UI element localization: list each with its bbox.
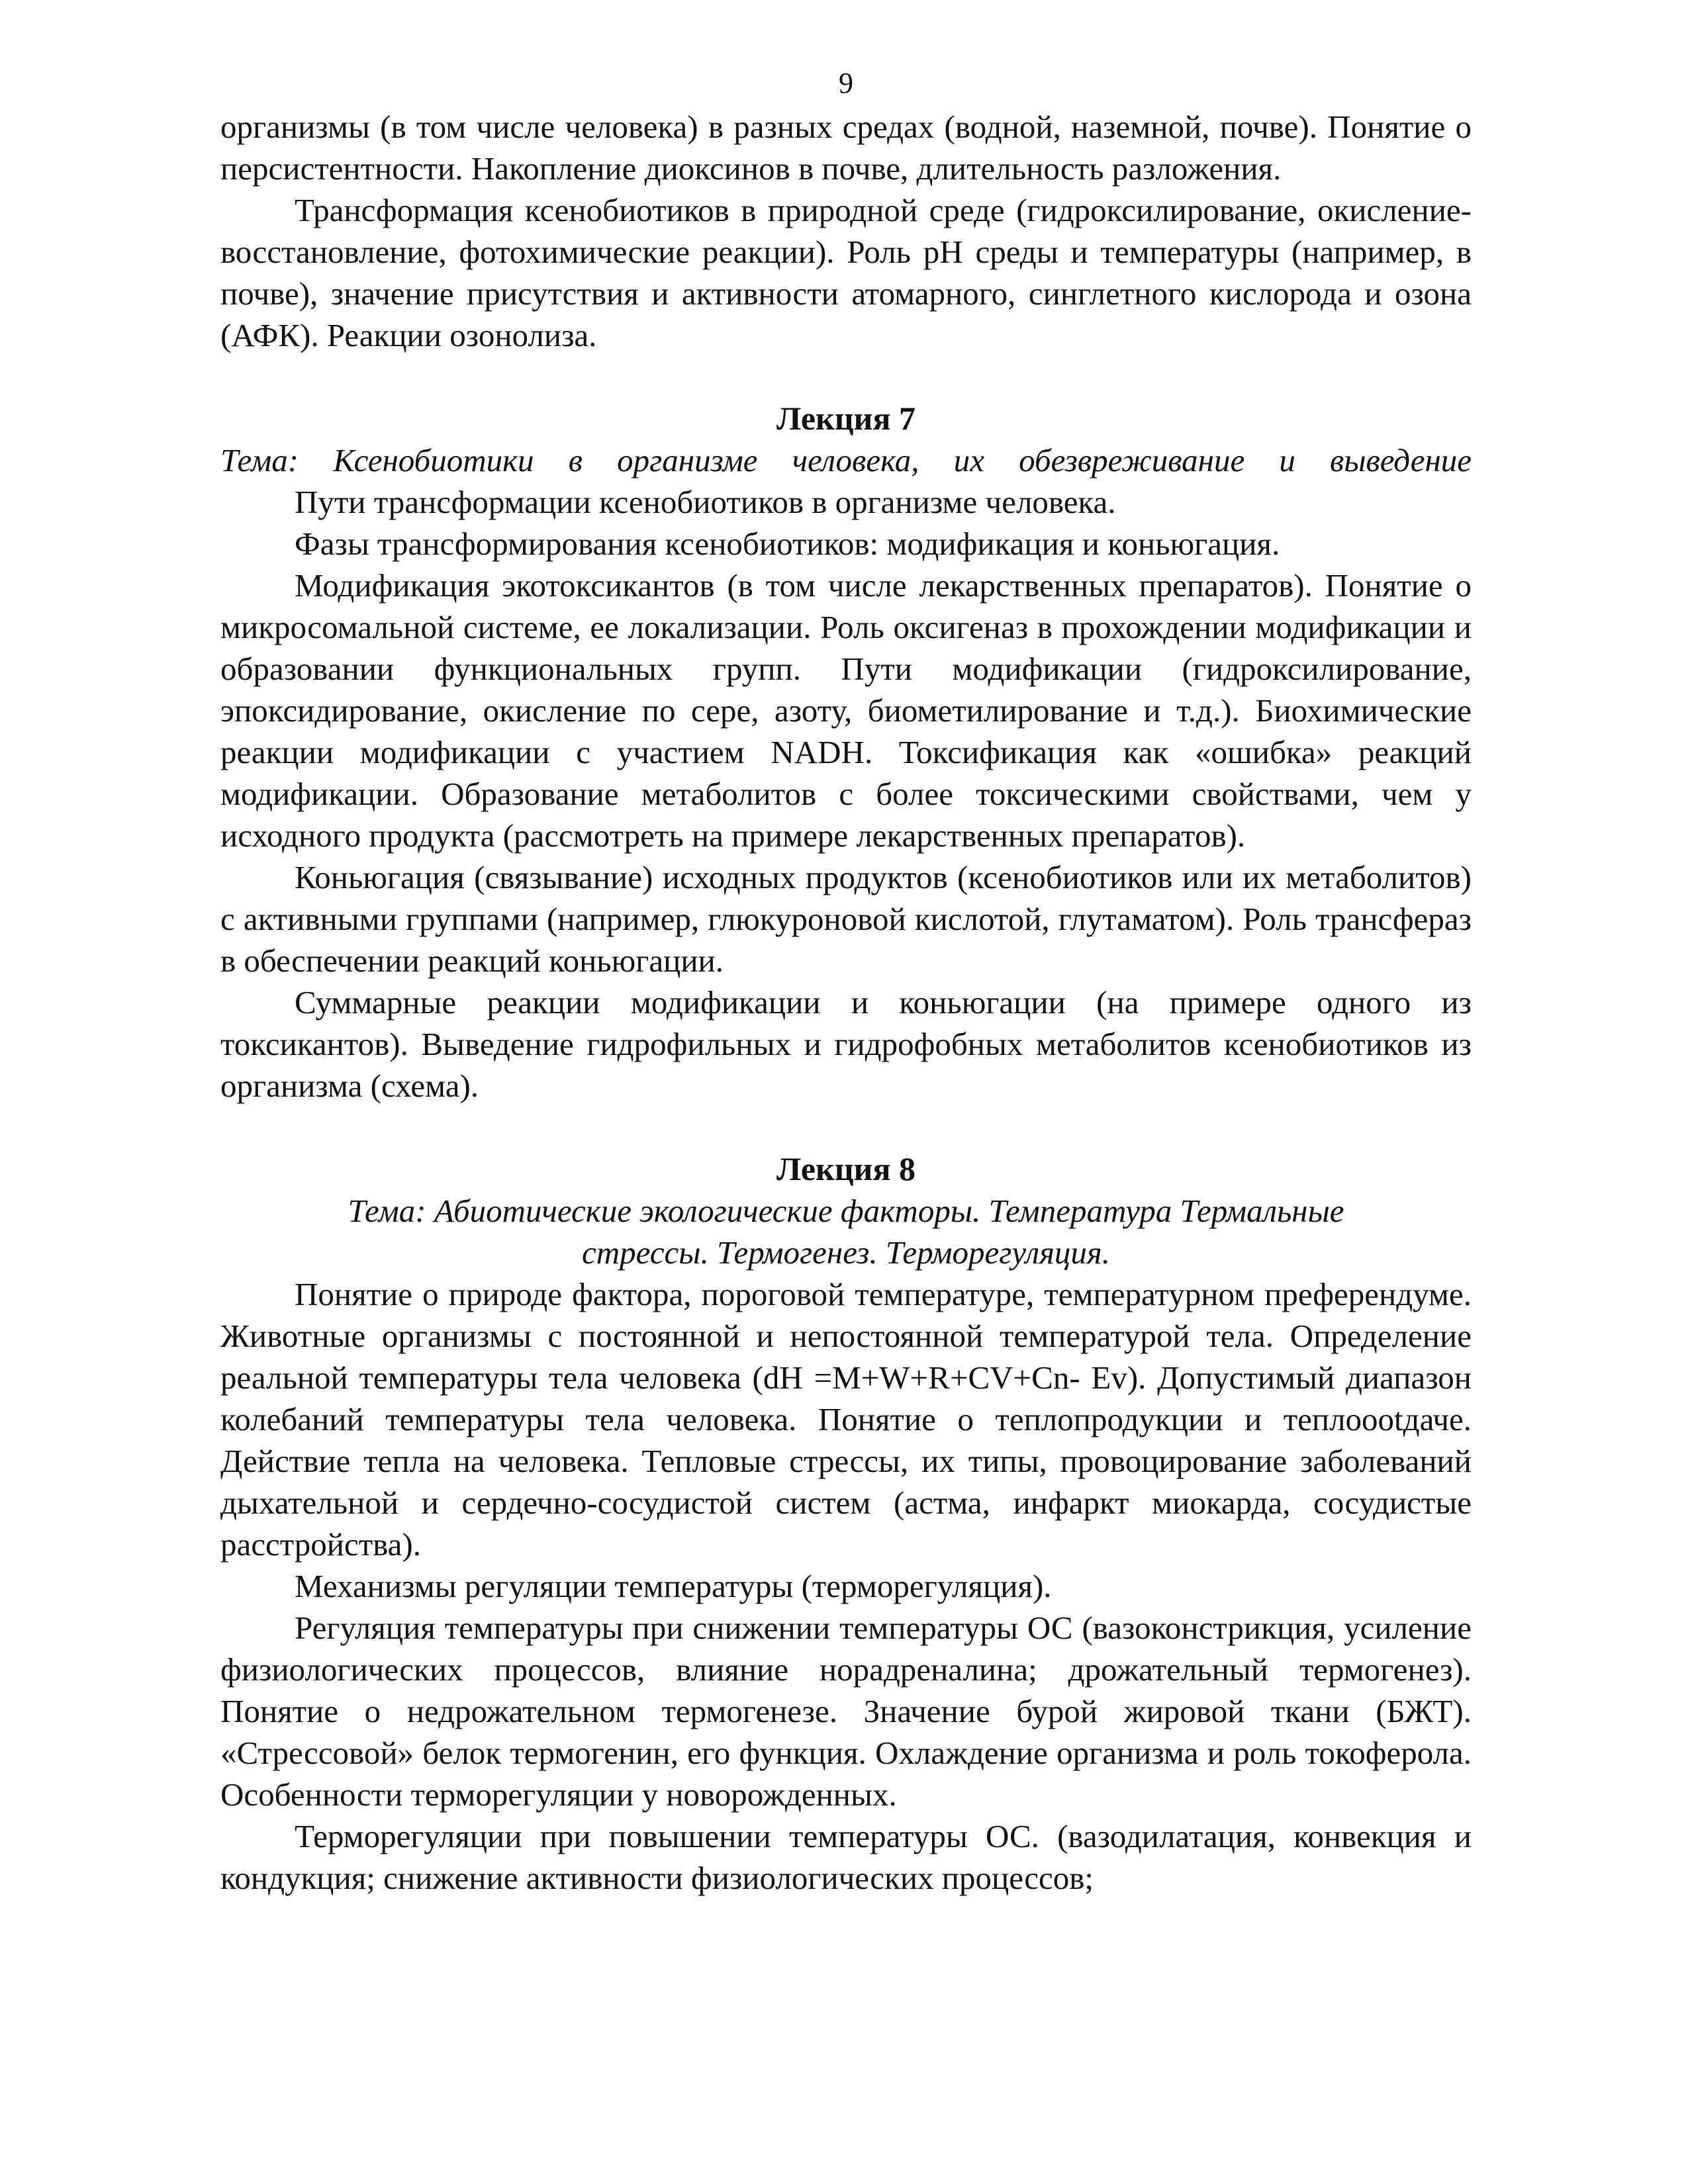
section-gap bbox=[220, 1107, 1472, 1148]
page-number: 9 bbox=[839, 67, 853, 99]
lecture-7-paragraph: Суммарные реакции модификации и коньюгации (на примере одного из токсикантов). Выведение гидрофильных и гидрофобных метаболитов ксенобиотиков из организма (схема). bbox=[220, 984, 1472, 1104]
lecture-7-topic: Тема: Ксенобиотики в организме человека, их обезвреживание и выведение bbox=[220, 442, 1472, 478]
lecture-7-paragraph: Модификация экотоксикантов (в том числе лекарственных препаратов). Понятие о микросомальной системе, ее локализации. Роль оксигеназ в прохождении модификации и образовании функциональных групп. Пути модификации (гидроксилирование, эпоксидирование, окисление по сере, азоту, биометилирование и т.д.). Биохимические реакции модификации с участием NADH. Токсификация как «ошибка» реакций модификации. Образование метаболитов с более токсическими свойствами, чем у исходного продукта (рассмотреть на примере лекарственных препаратов). bbox=[220, 567, 1472, 854]
lecture-8-topic-line-2: стрессы. Термогенез. Терморегуляция. bbox=[582, 1234, 1110, 1271]
lecture-8-paragraph: Регуляция температуры при снижении температуры ОС (вазоконстрикция, усиление физиологических процессов, влияние норадреналина; дрожательный термогенез). Понятие о недрожательном термогенезе. Значение бурой жировой ткани (БЖТ). «Стрессовой» белок термогенин, его функция. Охлаждение организма и роль токоферола. Особенности терморегуляции у новорожденных. bbox=[220, 1610, 1472, 1813]
lecture-7-heading: Лекция 7 bbox=[776, 400, 916, 437]
lecture-8-paragraph: Терморегуляции при повышении температуры ОС. (вазодилатация, конвекция и кондукция; снижение активности физиологических процессов; bbox=[220, 1818, 1472, 1896]
lecture-7-paragraph: Фазы трансформирования ксенобиотиков: модификация и коньюгация. bbox=[295, 525, 1280, 562]
document-page bbox=[220, 64, 1472, 1899]
lecture-8-topic-line-1: Тема: Абиотические экологические факторы. Температура Термальные bbox=[348, 1193, 1344, 1229]
section-gap bbox=[220, 356, 1472, 398]
intro-paragraph-2: Трансформация ксенобиотиков в природной среде (гидроксилирование, окисление-восстановление, фотохимические реакции). Роль pH среды и температуры (например, в почве), значение присутствия и активности атомарного, синглетного кислорода и озона (АФК). Реакции озонолиза. bbox=[220, 192, 1472, 353]
lecture-7-paragraph: Пути трансформации ксенобиотиков в организме человека. bbox=[295, 484, 1116, 520]
lecture-7-paragraph: Коньюгация (связывание) исходных продуктов (ксенобиотиков или их метаболитов) с активными группами (например, глюкуроновой кислотой, глутаматом). Роль трансфераз в обеспечении реакций коньюгации. bbox=[220, 859, 1472, 979]
intro-paragraph-1: организмы (в том числе человека) в разных средах (водной, наземной, почве). Понятие о персистентности. Накопление диоксинов в почве, длительность разложения. bbox=[220, 109, 1472, 187]
lecture-8-paragraph: Понятие о природе фактора, пороговой температуре, температурном преферендуме. Животные организмы с постоянной и непостоянной температурой тела. Определение реальной температуры тела человека (dH =M+W+R+CV+Cn- Ev). Допустимый диапазон колебаний температуры тела человека. Понятие о теплопродукции и теплоootдаче. Действие тепла на человека. Тепловые стрессы, их типы, провоцирование заболеваний дыхательной и сердечно-сосудистой систем (астма, инфаркт миокарда, сосудистые расстройства). bbox=[220, 1276, 1472, 1563]
lecture-8-heading: Лекция 8 bbox=[776, 1150, 916, 1187]
lecture-8-paragraph: Механизмы регуляции температуры (терморегуляция). bbox=[295, 1568, 1052, 1604]
